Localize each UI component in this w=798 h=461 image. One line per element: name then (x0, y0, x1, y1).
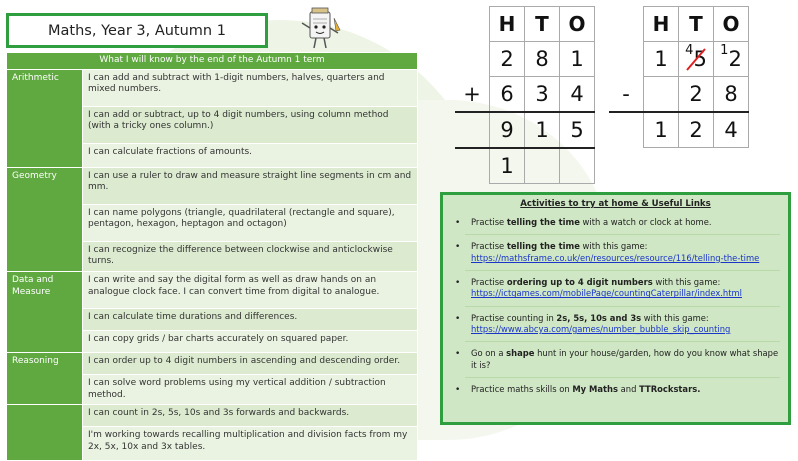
addition-column-grid (455, 6, 595, 184)
category-geometry: Geometry (7, 167, 83, 271)
category-arithmetic: Arithmetic (7, 69, 83, 167)
hundreds-header: H (490, 7, 525, 42)
activity-item (465, 342, 780, 378)
activity-text: Practise (471, 241, 507, 252)
activities-list (443, 211, 788, 401)
ones-header: O (714, 7, 749, 42)
knowledge-table-header: What I will know by the end of the Autumn 1 term (7, 53, 418, 70)
grid-cell (455, 7, 490, 42)
grid-cell (455, 148, 490, 184)
activity-item (465, 271, 780, 307)
exchange-digit: 1 (720, 43, 729, 58)
grid-cell (644, 77, 679, 113)
grid-cell: 8 (525, 42, 560, 77)
activity-item (465, 307, 780, 343)
carry-cell (560, 148, 595, 184)
exchanged-tens-cell (679, 42, 714, 77)
grid-cell: 2 (679, 77, 714, 113)
tens-header: T (679, 7, 714, 42)
knowledge-item: I can name polygons (triangle, quadrilateral (rectangle and square), pentagon, hexagon, heptagon and octagon) (83, 204, 418, 241)
operator-cell: - (609, 77, 644, 113)
carry-cell: 1 (490, 148, 525, 184)
knowledge-item: I'm working towards recalling multiplication and division facts from my 2x, 5x, 10x and 3x tables. (83, 427, 418, 461)
tens-header: T (525, 7, 560, 42)
grid-cell: 4 (560, 77, 595, 113)
result-cell: 9 (490, 112, 525, 148)
activity-text: Practise counting in (471, 312, 557, 323)
activity-text: with a watch or clock at home. (579, 217, 712, 227)
grid-cell (455, 112, 490, 148)
category-blank (7, 405, 83, 461)
knowledge-item: I can calculate fractions of amounts. (83, 143, 418, 167)
activity-text: hunt in your house/garden, how do you know what shape it is? (471, 348, 779, 370)
activity-text: Practise (471, 217, 507, 227)
activity-text: with this game: (641, 312, 709, 323)
result-cell: 5 (560, 112, 595, 148)
result-cell: 1 (644, 112, 679, 148)
hundreds-header: H (644, 7, 679, 42)
activity-text: with this game: (652, 277, 721, 288)
subtraction-column-grid (609, 6, 749, 148)
grid-cell (609, 7, 644, 42)
ordering-numbers-game-link[interactable]: https://ictgames.com/mobilePage/countingCaterpillar/index.html (471, 288, 743, 299)
grid-digit: 2 (728, 47, 742, 71)
grid-cell: 1 (644, 42, 679, 77)
grid-cell: 2 (490, 42, 525, 77)
notepad-mascot-icon (298, 6, 342, 52)
knowledge-item: I can add or subtract, up to 4 digit numbers, using column method (with a tricky ones column.) (83, 106, 418, 143)
activity-bold-text: My Maths (572, 384, 618, 395)
activity-item (465, 378, 780, 401)
knowledge-item: I can order up to 4 digit numbers in ascending and descending order. (83, 353, 418, 375)
activity-bold-text: telling the time (506, 217, 580, 227)
activity-text: Go on a (471, 348, 507, 359)
activity-item (465, 235, 780, 271)
knowledge-item: I can copy grids / bar charts accurately on squared paper. (83, 331, 418, 353)
knowledge-item: I can add and subtract with 1-digit numbers, halves, quarters and mixed numbers. (83, 69, 418, 106)
result-cell: 1 (525, 112, 560, 148)
grid-cell (609, 42, 644, 77)
activity-text: Practice maths skills on (471, 384, 573, 395)
operator-cell: + (455, 77, 490, 113)
grid-cell (455, 42, 490, 77)
activity-item (465, 211, 780, 235)
activity-text: Practise (471, 277, 507, 288)
activity-text: and (618, 384, 640, 395)
page-title (6, 13, 268, 48)
activity-bold-text: telling the time (506, 241, 580, 252)
activity-bold-text: 2s, 5s, 10s and 3s (556, 312, 642, 323)
page-title-text: Maths, Year 3, Autumn 1 (48, 22, 226, 39)
carry-cell (525, 148, 560, 184)
knowledge-item: I can recognize the difference between clockwise and anticlockwise turns. (83, 241, 418, 271)
result-cell: 4 (714, 112, 749, 148)
knowledge-item: I can count in 2s, 5s, 10s and 3s forwards and backwards. (83, 405, 418, 427)
result-cell: 2 (679, 112, 714, 148)
category-data-and-measure: Data and Measure (7, 272, 83, 353)
activities-panel (440, 192, 791, 425)
grid-cell: 1 (560, 42, 595, 77)
strike-through-icon (685, 46, 707, 72)
ones-header: O (560, 7, 595, 42)
knowledge-table (6, 52, 418, 461)
grid-cell: 6 (490, 77, 525, 113)
activities-title: Activities to try at home & Useful Links (520, 199, 711, 209)
grid-cell: 8 (714, 77, 749, 113)
activity-text: with this game: (579, 241, 648, 252)
knowledge-item: I can calculate time durations and differences. (83, 309, 418, 331)
telling-time-game-link[interactable]: https://mathsframe.co.uk/en/resources/resource/116/telling-the-time (471, 252, 760, 263)
exchange-digit: 4 (685, 43, 694, 58)
counting-game-link[interactable]: https://www.abcya.com/games/number_bubble_skip_counting (471, 324, 731, 335)
knowledge-item: I can solve word problems using my vertical addition / subtraction method. (83, 375, 418, 405)
activity-bold-text: shape (506, 348, 535, 359)
activity-bold-text: TTRockstars. (639, 384, 701, 395)
activity-bold-text: ordering up to 4 digit numbers (506, 277, 653, 288)
category-reasoning: Reasoning (7, 353, 83, 405)
knowledge-item: I can write and say the digital form as well as draw hands on an analogue clock face. I can convert time from digital to analogue. (83, 272, 418, 309)
grid-cell (609, 112, 644, 148)
knowledge-item: I can use a ruler to draw and measure straight line segments in cm and mm. (83, 167, 418, 204)
exchanged-ones-cell (714, 42, 749, 77)
crossed-digit: 5 (693, 47, 707, 71)
grid-cell: 3 (525, 77, 560, 113)
